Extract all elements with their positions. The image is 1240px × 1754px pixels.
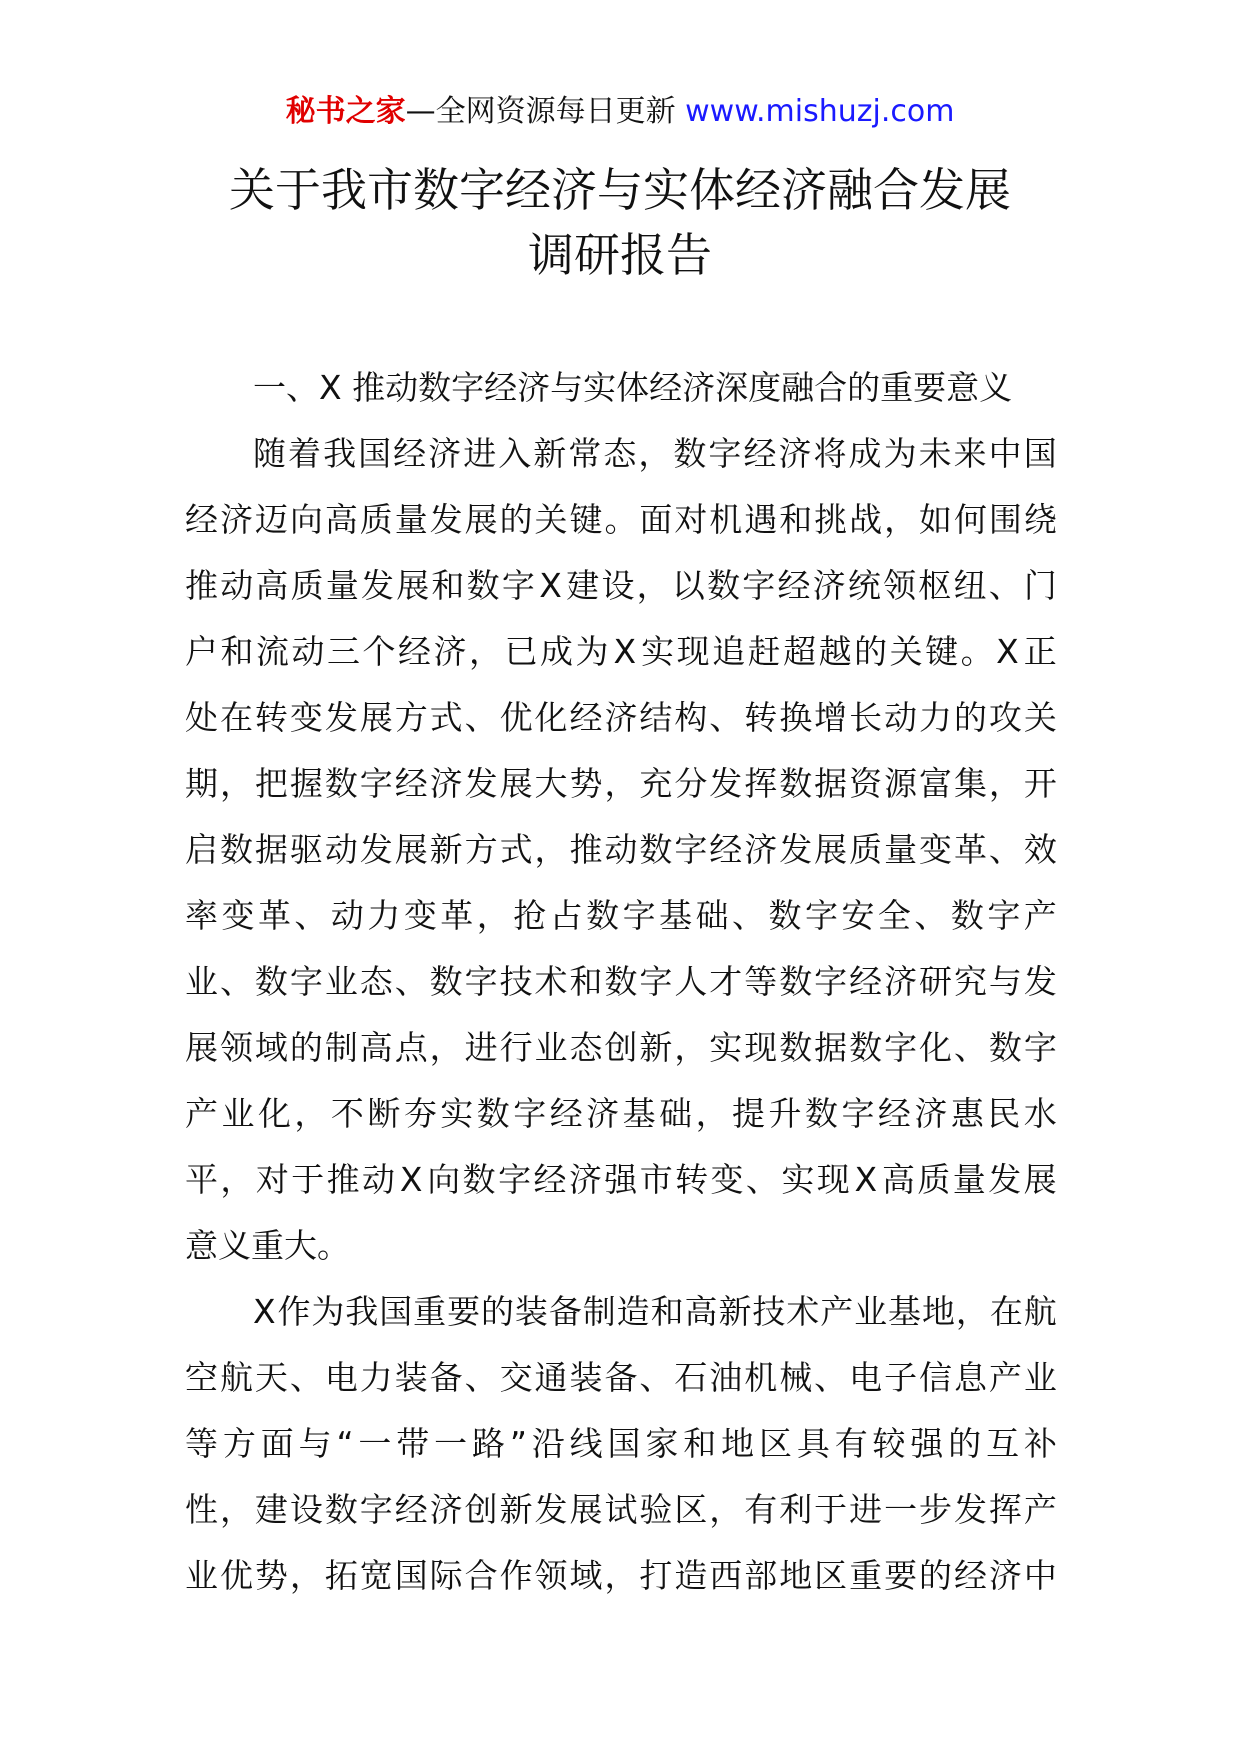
document-title-line-1: 关于我市数字经济与实体经济融合发展 (229, 163, 1011, 217)
paragraph-line: 处 在 转 变 发 展 方 式 、 优 化 经 济 结 构 、 转 换 增 长 动 力 的 攻 关 (185, 698, 1057, 737)
paragraph-line: 性 ， 建 设 数 字 经 济 创 新 发 展 试 验 区 ， 有 利 于 进 一 步 发 挥 产 (185, 1490, 1057, 1529)
paragraph-line: 率 变 革 、 动 力 变 革 ， 抢 占 数 字 基 础 、 数 字 安 全 、 数 字 产 (185, 896, 1057, 935)
paragraph-line: 启 数 据 驱 动 发 展 新 方 式 ， 推 动 数 字 经 济 发 展 质 量 变 革 、 效 (185, 830, 1057, 869)
paragraph-line: 平 ， 对 于 推 动 X 向 数 字 经 济 强 市 转 变 、 实 现 X 高 质 量 发 展 (185, 1160, 1057, 1199)
paragraph-line: 户 和 流 动 三 个 经 济 ， 已 成 为 X 实 现 追 赶 超 越 的 关 键 。 X 正 (185, 632, 1057, 671)
paragraph-line: 业 优 势 ， 拓 宽 国 际 合 作 领 域 ， 打 造 西 部 地 区 重 要 的 经 济 中 (185, 1556, 1057, 1595)
paragraph-line: 等 方 面 与 “ 一 带 一 路 ” 沿 线 国 家 和 地 区 具 有 较 强 的 互 补 (185, 1424, 1057, 1463)
brand-url[interactable]: www.mishuzj.com (685, 94, 955, 129)
paragraph-line: 业 、 数 字 业 态 、 数 字 技 术 和 数 字 人 才 等 数 字 经 济 研 究 与 发 (185, 962, 1057, 1001)
section-heading: 一、X 推动数字经济与实体经济深度融合的重要意义 (253, 368, 1013, 407)
paragraph-line: X 作 为 我 国 重 要 的 装 备 制 造 和 高 新 技 术 产 业 基 地 ， 在 航 (253, 1292, 1057, 1331)
brand-slogan: —全网资源每日更新 (405, 94, 676, 129)
watermark-header (0, 92, 1240, 132)
document-title-line-2: 调研报告 (528, 228, 712, 282)
brand-name: 秘书之家 (285, 94, 406, 129)
paragraph-line: 经 济 迈 向 高 质 量 发 展 的 关 键 。 面 对 机 遇 和 挑 战 ， 如 何 围 绕 (185, 500, 1057, 539)
paragraph-line: 产 业 化 ， 不 断 夯 实 数 字 经 济 基 础 ， 提 升 数 字 经 济 惠 民 水 (185, 1094, 1057, 1133)
paragraph-line: 期 ， 把 握 数 字 经 济 发 展 大 势 ， 充 分 发 挥 数 据 资 源 富 集 ， 开 (185, 764, 1057, 803)
paragraph-line: 推 动 高 质 量 发 展 和 数 字 X 建 设 ， 以 数 字 经 济 统 领 枢 纽 、 门 (185, 566, 1057, 605)
paragraph-line: 随 着 我 国 经 济 进 入 新 常 态 ， 数 字 经 济 将 成 为 未 来 中 国 (253, 434, 1057, 473)
paragraph-line: 展 领 域 的 制 高 点 ， 进 行 业 态 创 新 ， 实 现 数 据 数 字 化 、 数 字 (185, 1028, 1057, 1067)
document-body (185, 355, 1057, 1609)
paragraph-line: 意义重大。 (185, 1226, 350, 1265)
paragraph-line: 空 航 天 、 电 力 装 备 、 交 通 装 备 、 石 油 机 械 、 电 子 信 息 产 业 (185, 1358, 1057, 1397)
